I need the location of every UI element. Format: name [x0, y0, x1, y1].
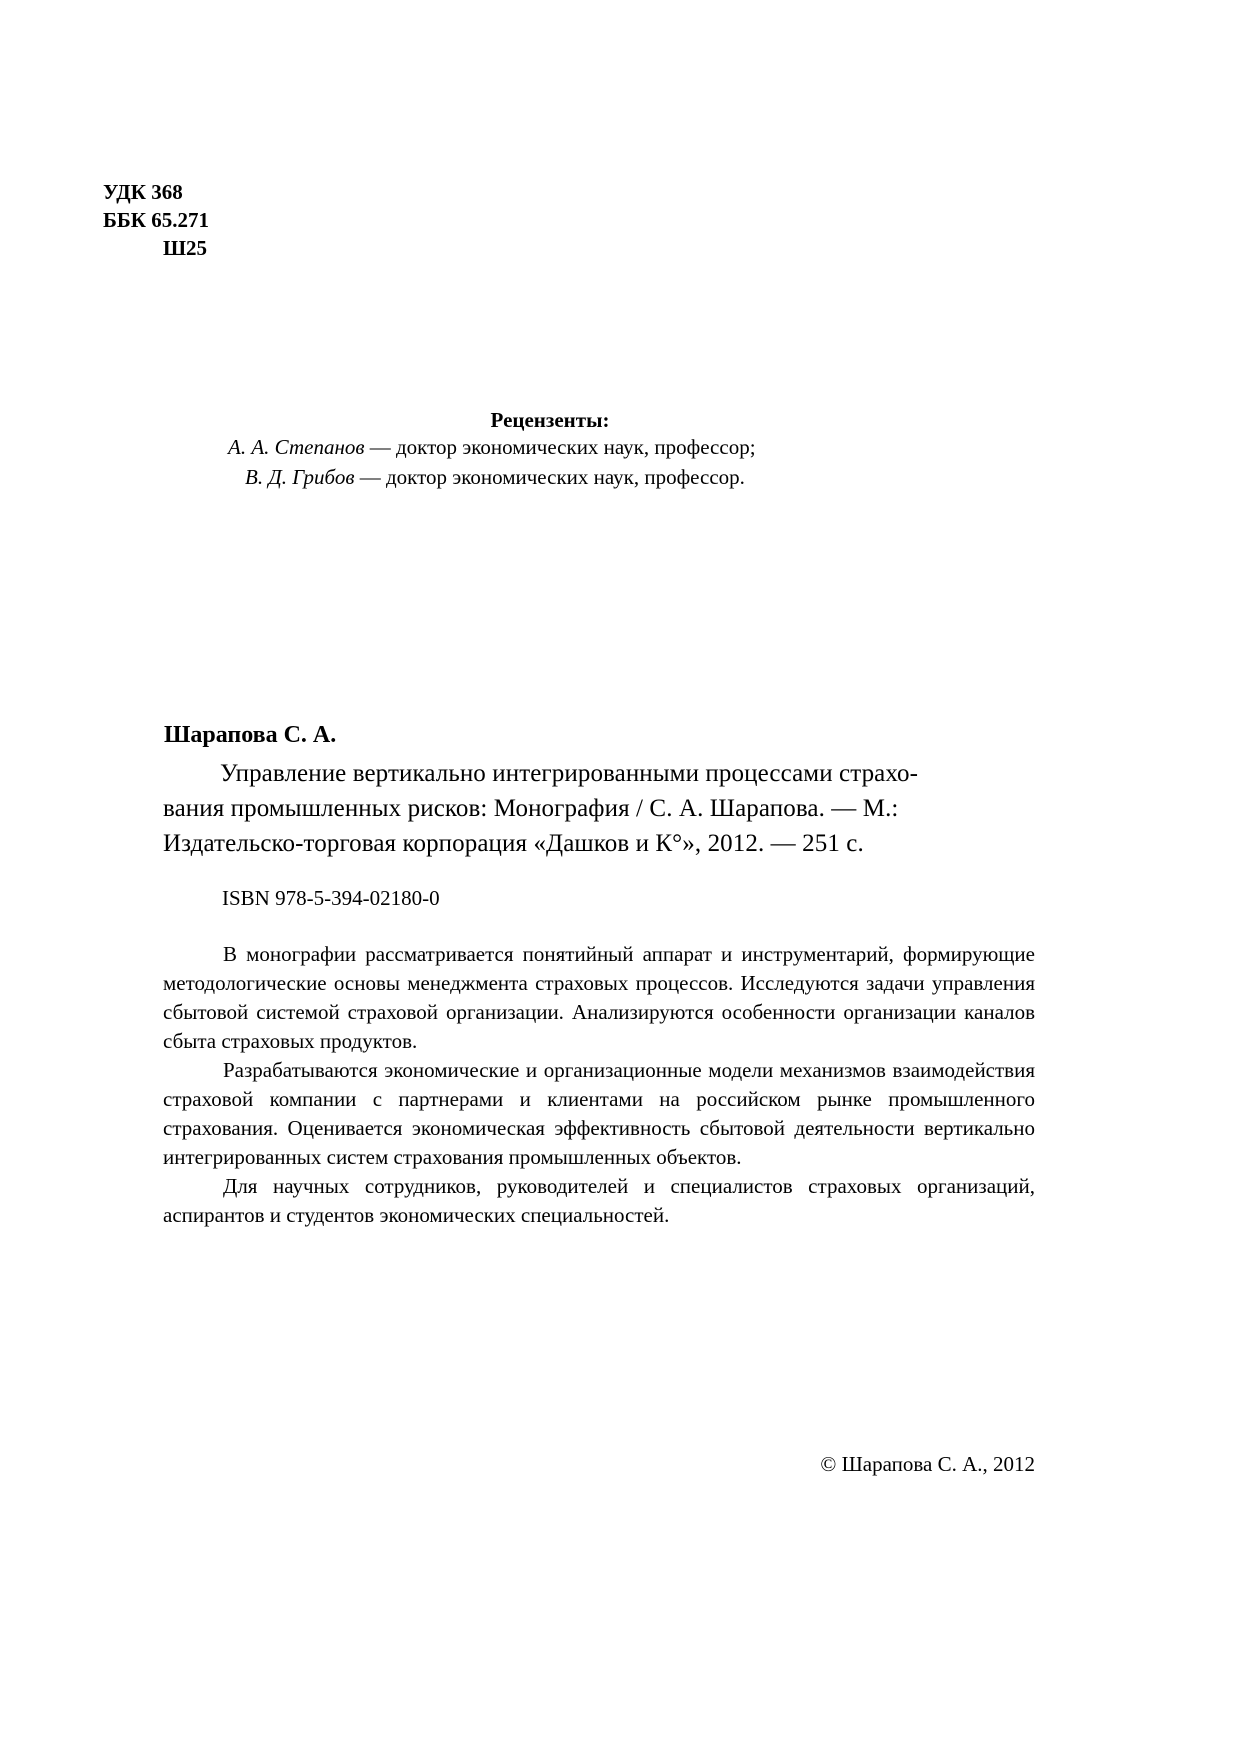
abstract [163, 940, 1035, 1230]
abstract-paragraph-3: Для научных сотрудников, руководителей и специалистов страховых организаций, аспирантов и студентов экономических специальностей. [163, 1174, 1035, 1227]
bib-line-3: Издательско-торговая корпорация «Дашков и К°», 2012. — 251 с. [163, 830, 864, 857]
reviewer-1-desc: — доктор экономических наук, профессор; [364, 435, 756, 459]
bib-line-2: вания промышленных рисков: Монография / С. А. Шарапова. — М.: [163, 795, 899, 822]
bbk-code: ББК 65.271 [103, 208, 209, 232]
udk-code: УДК 368 [103, 180, 183, 204]
book-author: Шарапова С. А. [164, 722, 337, 748]
abstract-paragraph-1: В монографии рассматривается понятийный аппарат и инструментарий, формирующие методологические основы менеджмента страховых процессов. Исследуются задачи управления сбытовой системой страховой организации. Анализируются особенности организации каналов сбыта страховых продуктов. [163, 942, 1035, 1053]
isbn: ISBN 978-5-394-02180-0 [222, 886, 440, 910]
copyright: © Шарапова С. А., 2012 [820, 1452, 1035, 1476]
reviewer-1 [228, 435, 756, 460]
bib-line-1: Управление вертикально интегрированными процессами страхо- [220, 760, 919, 787]
abstract-paragraph-2: Разрабатываются экономические и организационные модели механизмов взаимодействия страховой компании с партнерами и клиентами на российском рынке промышленного страхования. Оценивается экономическая эффективность сбытовой деятельности вертикально интегрированных систем страхования промышленных объектов. [163, 1058, 1035, 1169]
author-code: Ш25 [163, 236, 208, 260]
reviewer-2-desc: — доктор экономических наук, профессор. [354, 465, 745, 489]
reviewer-2 [245, 465, 745, 490]
reviewer-1-name: А. А. Степанов [228, 435, 365, 459]
reviewer-2-name: В. Д. Грибов [245, 465, 355, 489]
reviewers-title: Рецензенты: [490, 408, 610, 432]
